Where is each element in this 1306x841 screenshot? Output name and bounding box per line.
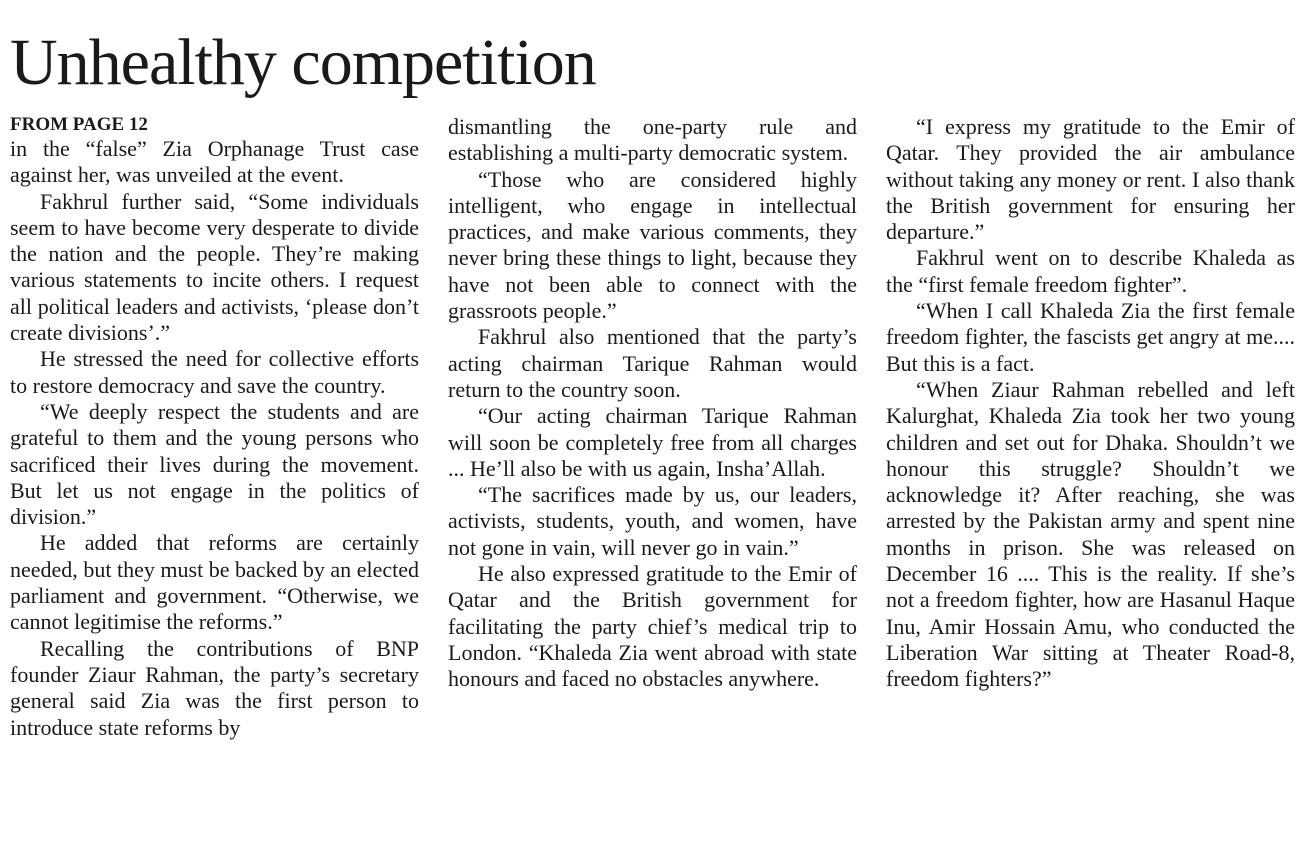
article-paragraph: He also expressed gratitude to the Emir of Qatar and the British government for facilitating the party chief’s medical trip to London. “Khaleda Zia went abroad with state honours and faced no obstacles anywhere. [448,561,857,692]
article-paragraph: Fakhrul went on to describe Khaleda as the “first female freedom fighter”. [886,245,1295,297]
article-paragraph: dismantling the one-party rule and establishing a multi-party democratic system. [448,114,857,166]
article-column-1 [10,114,419,834]
article-column-2 [448,114,857,834]
headline: Unhealthy competition [10,26,596,99]
article-paragraph: “We deeply respect the students and are grateful to them and the young persons who sacrificed their lives during the movement. But let us not engage in the politics of division.” [10,398,419,530]
continuation-kicker: FROM PAGE 12 [10,114,148,135]
article-paragraph: Fakhrul further said, “Some individuals seem to have become very desperate to divide the nation and the people. They’re making various statements to incite others. I request all political leaders and activists, ‘please don’t create divisions’.” [10,188,419,346]
article-paragraph: He stressed the need for collective efforts to restore democracy and save the country. [10,346,419,398]
article-paragraph: “I express my gratitude to the Emir of Qatar. They provided the air ambulance without taking any money or rent. I also thank the British government for ensuring her departure.” [886,114,1295,245]
article-paragraph: “Our acting chairman Tarique Rahman will soon be completely free from all charges ... He’ll also be with us again, Insha’Allah. [448,403,857,481]
article-paragraph: “When Ziaur Rahman rebelled and left Kalurghat, Khaleda Zia took her two young children and set out for Dhaka. Shouldn’t we honour this struggle? Shouldn’t we acknowledge it? After reaching, she was arrested by the Pakistan army and spent nine months in prison. She was released on December 16 .... This is the reality. If she’s not a freedom fighter, how are Hasanul Haque Inu, Amir Hossain Amu, who conducted the Liberation War sitting at Theater Road-8, freedom fighters?” [886,376,1295,692]
article-column-3 [886,114,1295,834]
article-paragraph: Recalling the contributions of BNP founder Ziaur Rahman, the party’s secretary general said Zia was the first person to introduce state reforms by [10,635,419,740]
article-paragraph: Fakhrul also mentioned that the party’s acting chairman Tarique Rahman would return to the country soon. [448,324,857,402]
article-paragraph: “The sacrifices made by us, our leaders, activists, students, youth, and women, have not gone in vain, will never go in vain.” [448,482,857,560]
article-paragraph: He added that reforms are certainly needed, but they must be backed by an elected parliament and government. “Otherwise, we cannot legitimise the reforms.” [10,530,419,635]
article-paragraph: in the “false” Zia Orphanage Trust case against her, was unveiled at the event. [10,136,419,188]
article-paragraph: “Those who are considered highly intelligent, who engage in intellectual practices, and make various comments, they never bring these things to light, because they have not been able to connect with the grassroots people.” [448,166,857,324]
article-paragraph: “When I call Khaleda Zia the first female freedom fighter, the fascists get angry at me.... But this is a fact. [886,298,1295,376]
